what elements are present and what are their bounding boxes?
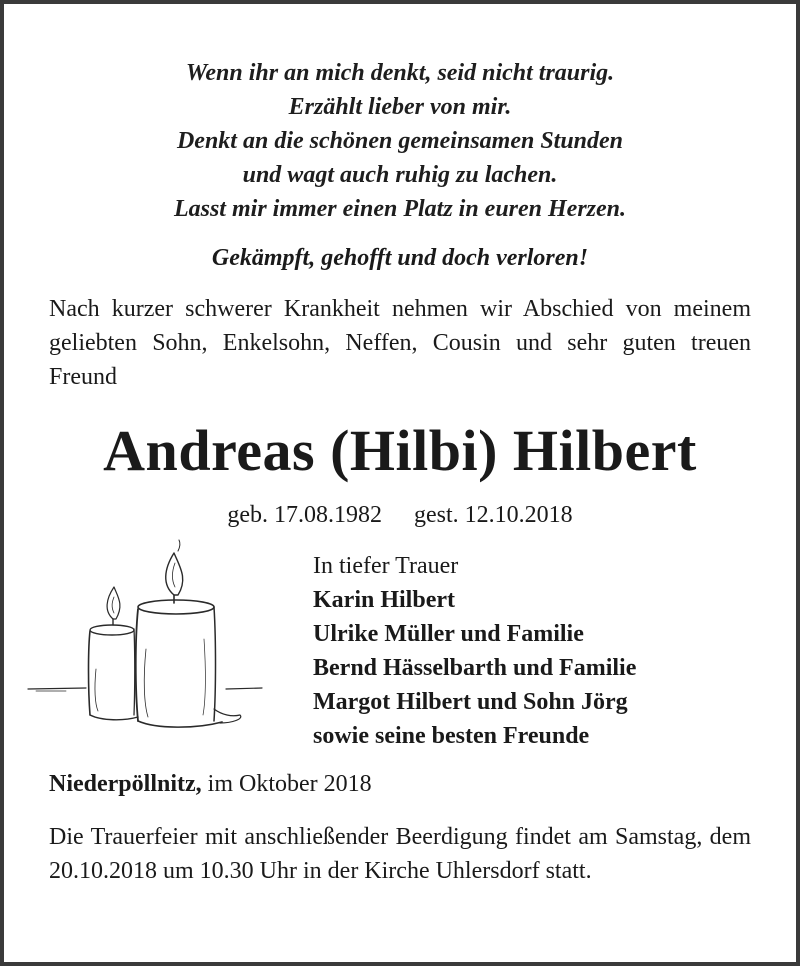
mourner-name: Karin Hilbert (313, 587, 455, 613)
mourners-heading: In tiefer Trauer (313, 553, 459, 579)
birth-date: geb. 17.08.1982 (227, 502, 382, 528)
mourner-name: Bernd Hässelbarth und Familie (313, 655, 637, 681)
poem-line: und wagt auch ruhig zu lachen. (242, 162, 558, 188)
poem-line: Denkt an die schönen gemeinsamen Stunden (176, 128, 624, 154)
place-and-date (49, 767, 372, 801)
funeral-info: Die Trauerfeier mit anschließender Beerdigung findet am Samstag, dem 20.10.2018 um 10.30 Uhr in der Kirche Uhlersdorf statt. (49, 824, 751, 884)
memorial-poem (4, 56, 796, 226)
mourner-name: Ulrike Müller und Familie (313, 621, 584, 647)
mourners-list (313, 549, 636, 753)
mourner-name: Margot Hilbert und Sohn Jörg (313, 689, 628, 715)
deceased-name: Andreas (Hilbi) Hilbert (103, 418, 697, 483)
mourner-name: sowie seine besten Freunde (313, 723, 590, 749)
candles-icon (26, 539, 264, 734)
poem-line: Wenn ihr an mich denkt, seid nicht traurig. (185, 60, 615, 86)
poem-line: Lasst mir immer einen Platz in euren Herzen. (173, 196, 627, 222)
motto: Gekämpft, gehofft und doch verloren! (211, 245, 589, 271)
poem-line: Erzählt lieber von mir. (288, 94, 512, 120)
place-date: im Oktober 2018 (207, 771, 372, 797)
death-date: gest. 12.10.2018 (413, 502, 573, 528)
life-dates (4, 498, 796, 532)
intro-text: Nach kurzer schwerer Krankheit nehmen wir Abschied von meinem geliebten Sohn, Enkelsohn, Neffen, Cousin und sehr guten treuen Freund (49, 296, 751, 390)
place-town: Niederpöllnitz, (49, 771, 202, 797)
